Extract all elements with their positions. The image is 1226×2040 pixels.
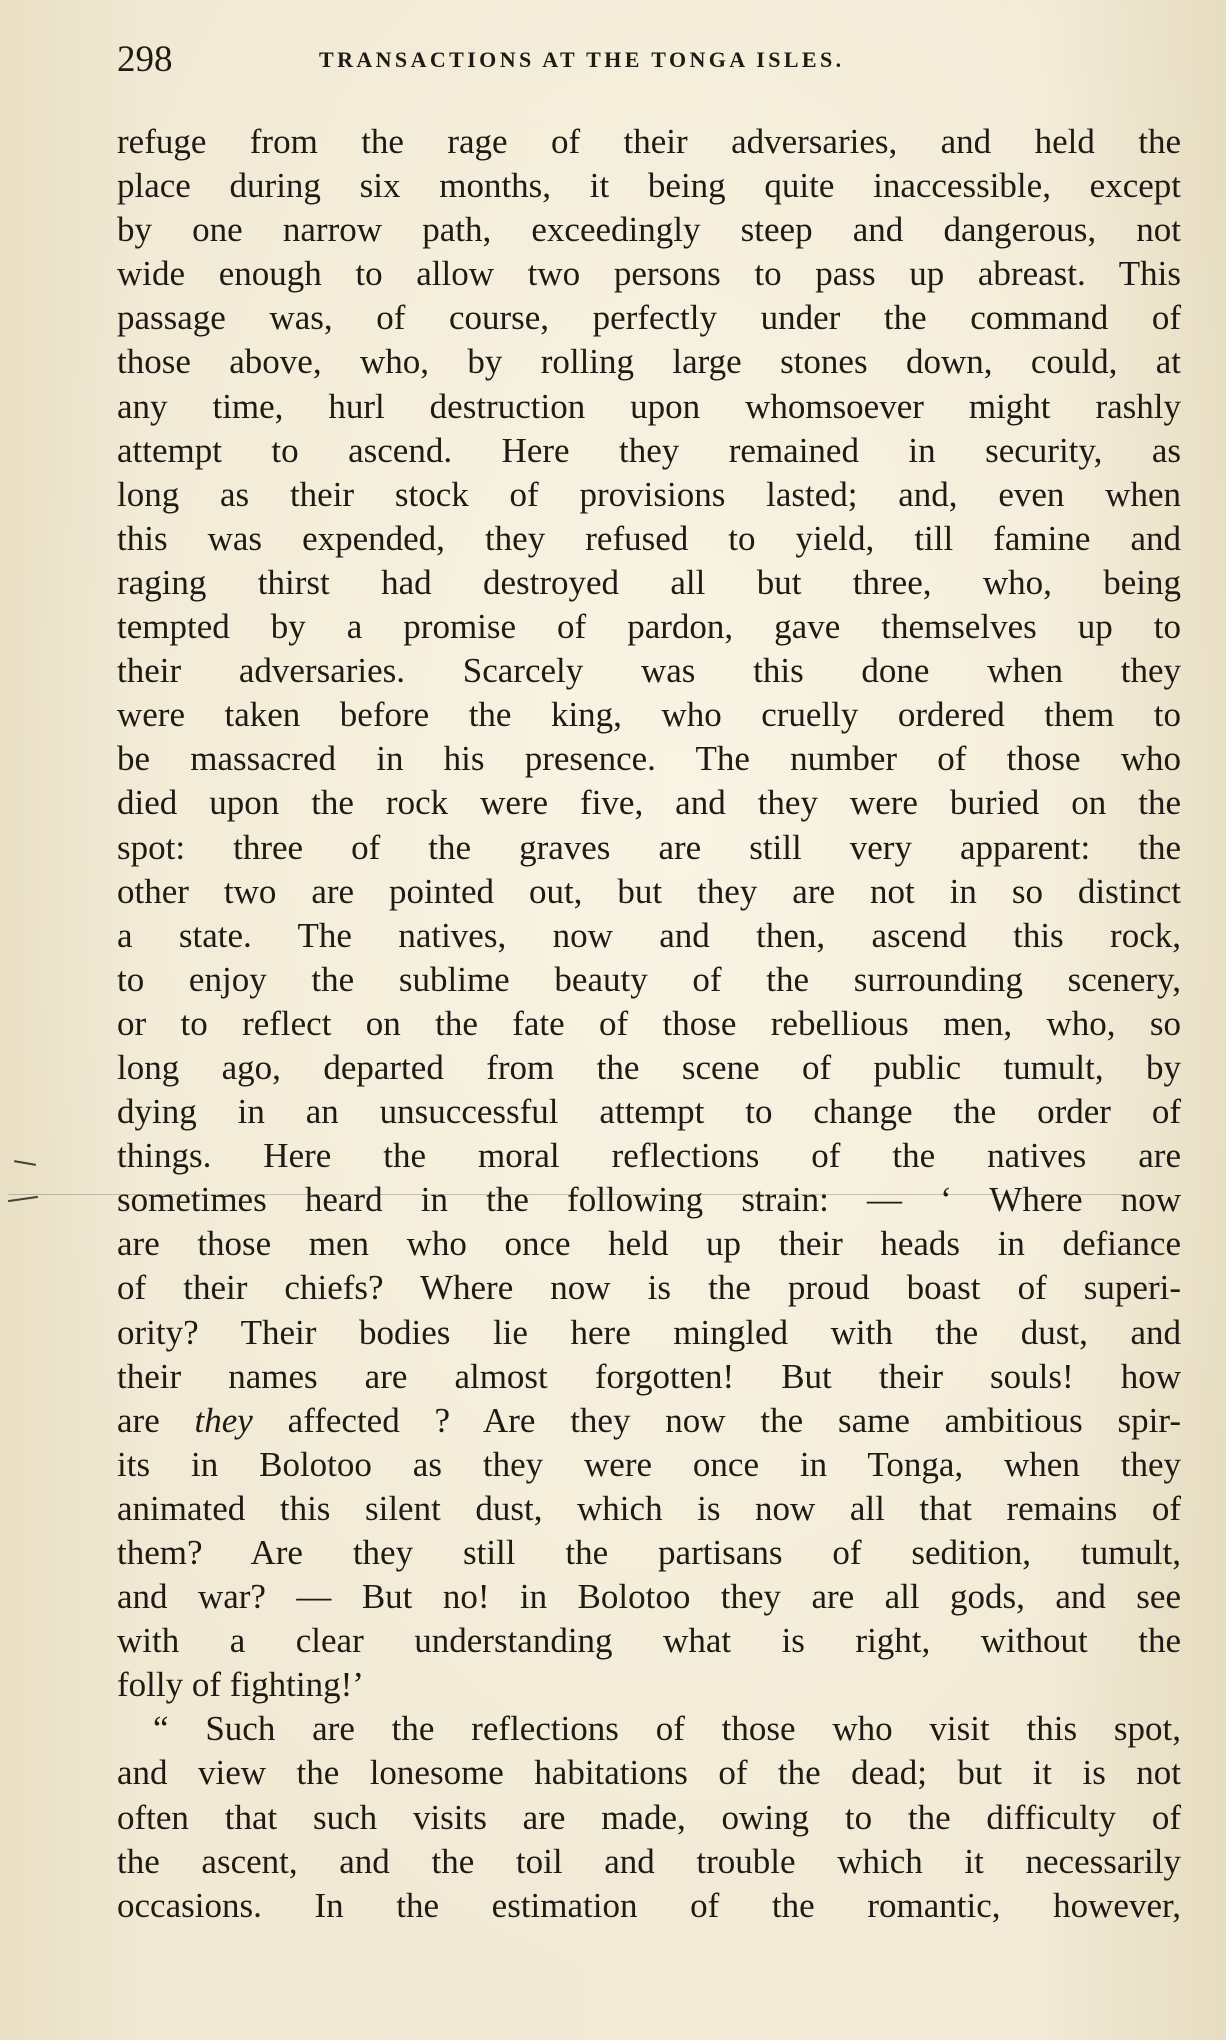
text-line: those above, who, by rolling large stones down, could, at [117,342,1181,382]
text-line: things. Here the moral reflections of the natives are [117,1136,1181,1176]
body-text [117,120,1181,1928]
text-line: any time, hurl destruction upon whomsoever might rashly [117,386,1181,426]
text-line: tempted by a promise of pardon, gave themselves up to [117,607,1181,647]
text-line: attempt to ascend. Here they remained in security, as [117,430,1181,470]
text-line: place during six months, it being quite inaccessible, except [117,166,1181,206]
text-line: other two are pointed out, but they are not in so distinct [117,871,1181,911]
text-line: the ascent, and the toil and trouble which it necessarily [117,1841,1181,1881]
text-line: its in Bolotoo as they were once in Tonga, when they [117,1444,1181,1484]
text-line: them? Are they still the partisans of sedition, tumult, [117,1533,1181,1572]
text-line: with a clear understanding what is right, without the [117,1621,1181,1661]
text-line: raging thirst had destroyed all but three, who, being [117,562,1181,602]
text-line: long ago, departed from the scene of public tumult, by [117,1047,1181,1087]
text-line: spot: three of the graves are still very apparent: the [117,827,1181,867]
text-segment: are [117,1400,195,1440]
text-line: wide enough to allow two persons to pass up abreast. This [117,254,1181,294]
text-line: and war? — But no! in Bolotoo they are all gods, and see [117,1577,1181,1617]
text-line: this was expended, they refused to yield, till famine and [117,518,1181,558]
text-line: dying in an unsuccessful attempt to change the order of [117,1092,1181,1132]
text-line: to enjoy the sublime beauty of the surrounding scenery, [117,959,1181,999]
text-line: often that such visits are made, owing to the difficulty of [117,1797,1181,1837]
text-line: sometimes heard in the following strain: — ‘ Where now [117,1180,1181,1220]
text-line [117,1399,1181,1443]
text-line: by one narrow path, exceedingly steep and dangerous, not [117,210,1181,250]
text-line: died upon the rock were five, and they were buried on the [117,783,1181,823]
text-line: folly of fighting!’ [117,1665,364,1705]
text-line: “ Such are the reflections of those who visit this spot, [153,1709,1181,1749]
page-number: 298 [117,39,173,80]
italic-emphasis: they [194,1400,253,1440]
running-head: TRANSACTIONS AT THE TONGA ISLES. [319,47,845,72]
text-line: their names are almost forgotten! But their souls! how [117,1356,1181,1396]
text-line: were taken before the king, who cruelly ordered them to [117,695,1181,735]
page-header [117,40,1181,80]
margin-pencil-mark [14,1160,36,1166]
text-line: refuge from the rage of their adversaries, and held the [117,122,1181,161]
text-segment: affected ? Are they now the same ambitious spir- [252,1400,1181,1440]
text-line: their adversaries. Scarcely was this done when they [117,651,1181,691]
text-line: ority? Their bodies lie here mingled with the dust, and [117,1312,1181,1352]
text-line: of their chiefs? Where now is the proud boast of superi- [117,1268,1181,1308]
margin-pencil-mark [8,1196,38,1202]
text-line: and view the lonesome habitations of the dead; but it is not [117,1753,1181,1793]
text-line: or to reflect on the fate of those rebellious men, who, so [117,1003,1181,1043]
text-line: occasions. In the estimation of the romantic, however, [117,1885,1181,1925]
text-line: animated this silent dust, which is now all that remains of [117,1488,1181,1528]
text-line: passage was, of course, perfectly under the command of [117,298,1181,338]
text-line: are those men who once held up their heads in defiance [117,1224,1181,1264]
text-line: be massacred in his presence. The number of those who [117,739,1181,779]
text-line: a state. The natives, now and then, ascend this rock, [117,915,1181,955]
text-line: long as their stock of provisions lasted; and, even when [117,474,1181,514]
